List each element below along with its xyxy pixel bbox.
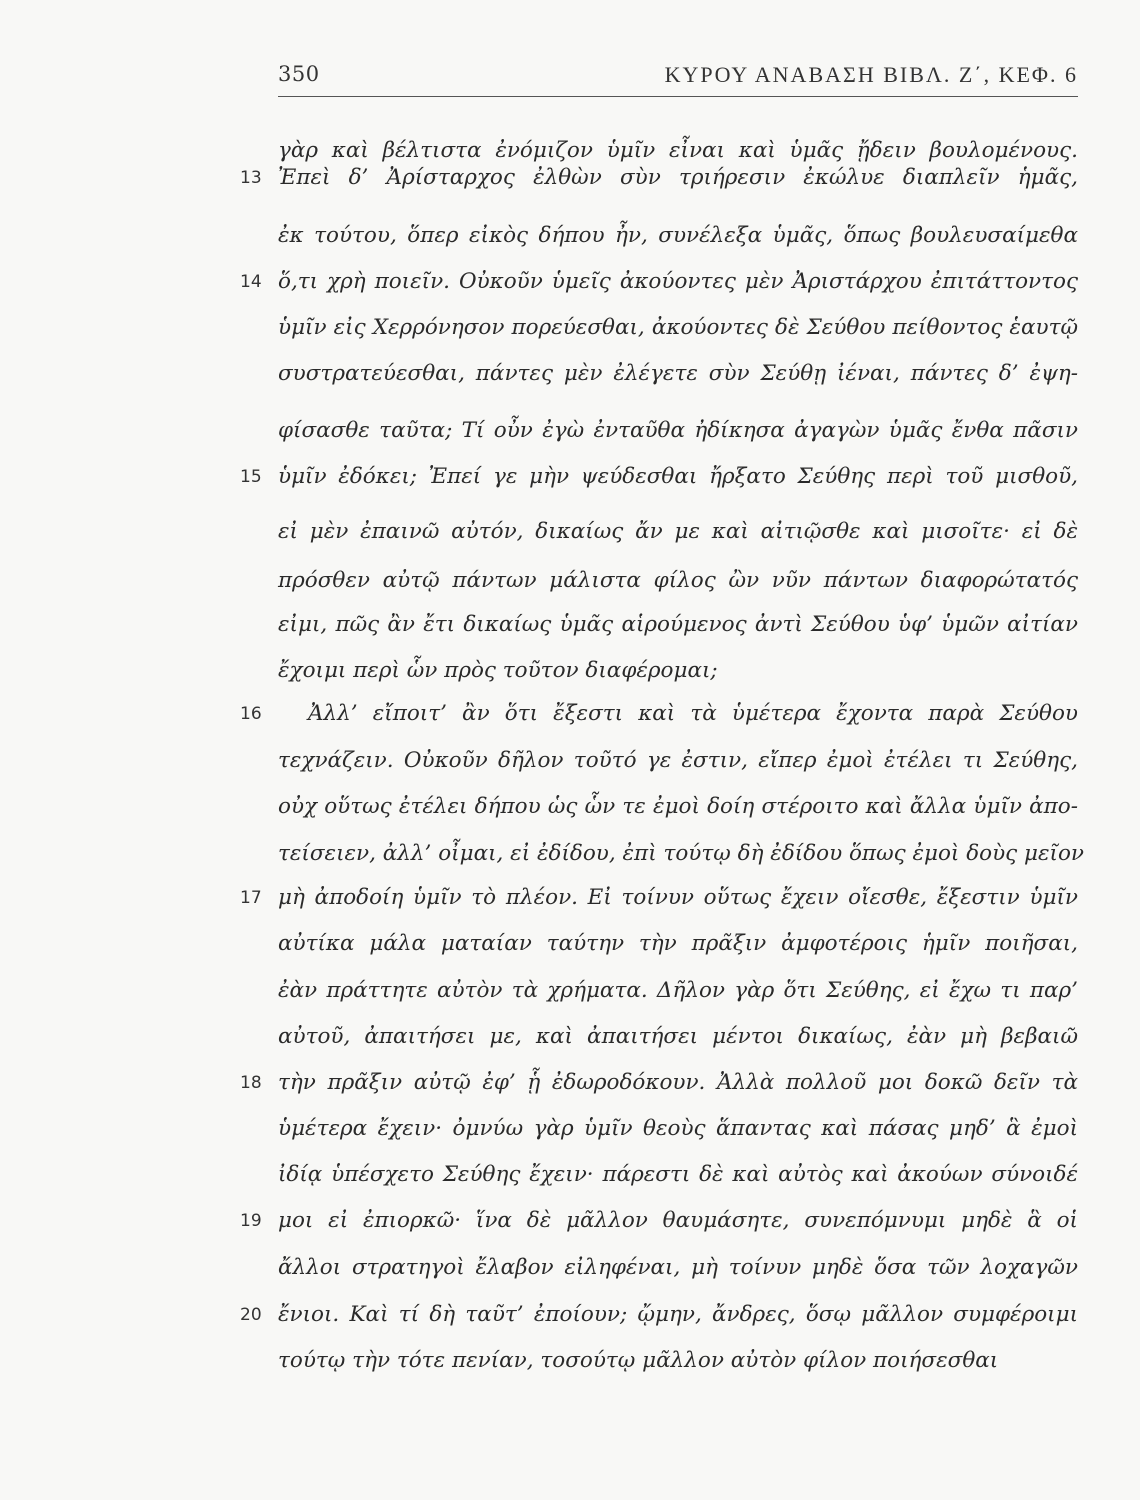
section-number: 17	[240, 888, 262, 908]
text-line: μοι εἰ ἐπιορκῶ· ἵνα δὲ μᾶλλον θαυμάσητε, συνεπόμνυμι μηδὲ ἃ οἱ	[278, 1208, 1078, 1233]
page-number: 350	[278, 62, 320, 86]
text-line: οὐχ οὕτως ἐτέλει δήπου ὡς ὧν τε ἐμοὶ δοίη στέροιτο καὶ ἄλλα ὑμῖν ἀπο-	[278, 794, 1078, 819]
section-number: 19	[240, 1211, 262, 1231]
text-line: ὑμῖν ἐδόκει; Ἐπεί γε μὴν ψεύδεσθαι ἤρξατο Σεύθης περὶ τοῦ μισθοῦ,	[278, 464, 1078, 489]
text-line: φίσασθε ταῦτα; Τί οὖν ἐγὼ ἐνταῦθα ἠδίκησα ἀγαγὼν ὑμᾶς ἔνθα πᾶσιν	[278, 418, 1078, 443]
text-line: αὐτίκα μάλα ματαίαν ταύτην τὴν πρᾶξιν ἀμφοτέροις ἡμῖν ποιῆσαι,	[278, 931, 1078, 956]
text-line: πρόσθεν αὐτῷ πάντων μάλιστα φίλος ὢν νῦν πάντων διαφορώτατός	[278, 568, 1078, 593]
text-line: ὑμέτερα ἔχειν· ὀμνύω γὰρ ὑμῖν θεοὺς ἅπαντας καὶ πάσας μηδ’ ἃ ἐμοὶ	[278, 1116, 1078, 1141]
text-line: Ἐπεὶ δ’ Ἀρίσταρχος ἐλθὼν σὺν τριήρεσιν ἐκώλυε διαπλεῖν ἡμᾶς,	[278, 165, 1078, 190]
text-line: ὑμῖν εἰς Χερρόνησον πορεύεσθαι, ἀκούοντες δὲ Σεύθου πείθοντος ἑαυτῷ	[278, 315, 1078, 340]
section-number: 13	[240, 168, 262, 188]
running-title: ΚΥΡΟΥ ΑΝΑΒΑΣΗ ΒΙΒΛ. Ζ΄, ΚΕΦ. 6	[664, 62, 1078, 87]
section-number: 18	[240, 1073, 262, 1093]
section-number: 20	[240, 1305, 262, 1325]
text-line: Ἀλλ’ εἴποιτ’ ἂν ὅτι ἔξεστι καὶ τὰ ὑμέτερα ἔχοντα παρὰ Σεύθου	[308, 701, 1078, 726]
text-line: μὴ ἀποδοίη ὑμῖν τὸ πλέον. Εἰ τοίνυν οὕτως ἔχειν οἴεσθε, ἔξεστιν ὑμῖν	[278, 885, 1078, 910]
text-line: εἰ μὲν ἐπαινῶ αὐτόν, δικαίως ἄν με καὶ αἰτιῷσθε καὶ μισοῖτε· εἰ δὲ	[278, 519, 1078, 544]
section-number: 14	[240, 272, 262, 292]
text-line: ἰδίᾳ ὑπέσχετο Σεύθης ἔχειν· πάρεστι δὲ καὶ αὐτὸς καὶ ἀκούων σύνοιδέ	[278, 1162, 1078, 1187]
section-number: 15	[240, 467, 262, 487]
text-line: εἰμι, πῶς ἂν ἔτι δικαίως ὑμᾶς αἱρούμενος ἀντὶ Σεύθου ὑφ’ ὑμῶν αἰτίαν	[278, 612, 1078, 637]
text-line: τούτῳ τὴν τότε πενίαν, τοσούτῳ μᾶλλον αὐτὸν φίλον ποιήσεσθαι	[278, 1348, 999, 1373]
text-line: τεχνάζειν. Οὐκοῦν δῆλον τοῦτό γε ἐστιν, εἴπερ ἐμοὶ ἐτέλει τι Σεύθης,	[278, 748, 1078, 773]
text-line: ἐὰν πράττητε αὐτὸν τὰ χρήματα. Δῆλον γὰρ ὅτι Σεύθης, εἰ ἔχω τι παρ’	[278, 978, 1078, 1003]
section-number: 16	[240, 704, 262, 724]
text-line: ἄλλοι στρατηγοὶ ἔλαβον εἰληφέναι, μὴ τοίνυν μηδὲ ὅσα τῶν λοχαγῶν	[278, 1255, 1078, 1280]
text-line: ἔνιοι. Καὶ τί δὴ ταῦτ’ ἐποίουν; ᾤμην, ἄνδρες, ὅσῳ μᾶλλον συμφέροιμι	[278, 1302, 1078, 1327]
text-line: ἔχοιμι περὶ ὧν πρὸς τοῦτον διαφέρομαι;	[278, 658, 718, 683]
text-line: τείσειεν, ἀλλ’ οἶμαι, εἰ ἐδίδου, ἐπὶ τούτῳ δὴ ἐδίδου ὅπως ἐμοὶ δοὺς μεῖον	[278, 841, 1084, 866]
text-line: τὴν πρᾶξιν αὐτῷ ἐφ’ ᾗ ἐδωροδόκουν. Ἀλλὰ πολλοῦ μοι δοκῶ δεῖν τὰ	[278, 1070, 1078, 1095]
text-line: γὰρ καὶ βέλτιστα ἐνόμιζον ὑμῖν εἶναι καὶ ὑμᾶς ᾔδειν βουλομένους.	[278, 138, 1078, 163]
text-line: ὅ,τι χρὴ ποιεῖν. Οὐκοῦν ὑμεῖς ἀκούοντες μὲν Ἀριστάρχου ἐπιτάττοντος	[278, 269, 1078, 294]
text-line: συστρατεύεσθαι, πάντες μὲν ἐλέγετε σὺν Σεύθῃ ἰέναι, πάντες δ’ ἐψη-	[278, 361, 1078, 386]
text-line: ἐκ τούτου, ὅπερ εἰκὸς δήπου ἦν, συνέλεξα ὑμᾶς, ὅπως βουλευσαίμεθα	[278, 223, 1078, 248]
text-line: αὐτοῦ, ἀπαιτήσει με, καὶ ἀπαιτήσει μέντοι δικαίως, ἐὰν μὴ βεβαιῶ	[278, 1024, 1078, 1049]
